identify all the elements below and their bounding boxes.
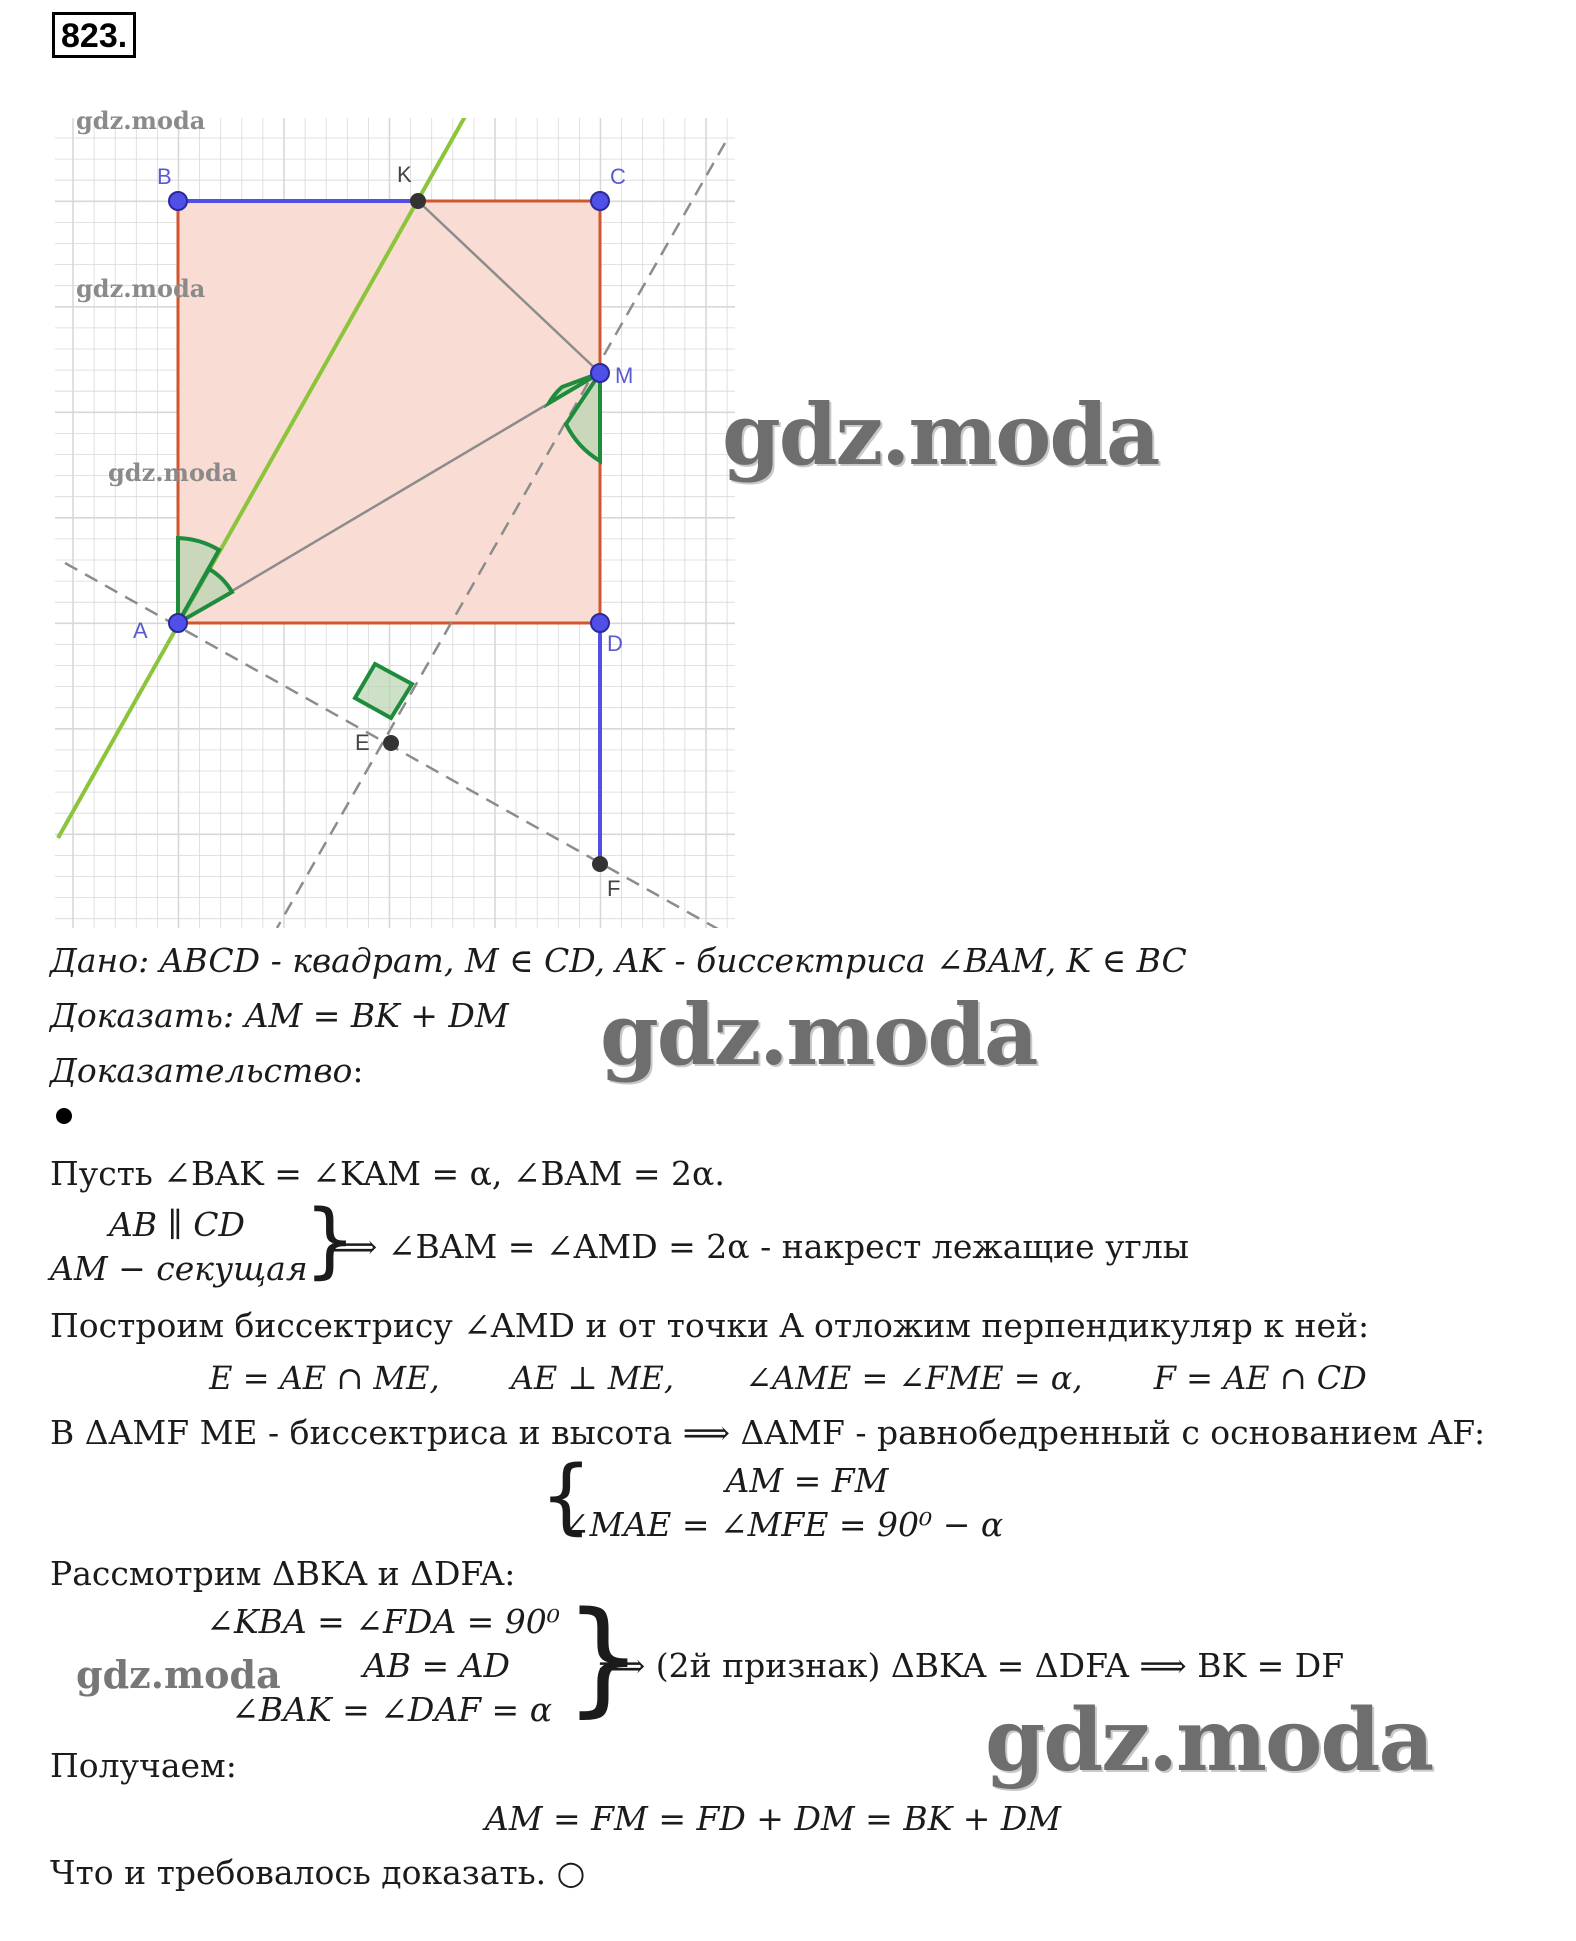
system-isosceles — [540, 1449, 1060, 1551]
label-d: D — [607, 631, 623, 656]
system-triangles — [50, 1586, 1450, 1736]
system-parallel — [50, 1193, 1250, 1295]
proof-colon: : — [352, 1051, 364, 1090]
bullet — [56, 1108, 72, 1124]
watermark-large-2: gdz.moda — [600, 985, 1037, 1084]
sys3-result: ⟹ (2й признак) ΔBKA = ΔDFA ⟹ BK = DF — [598, 1646, 1345, 1685]
sys2-a: AM = FM — [725, 1461, 889, 1500]
point-e — [383, 735, 399, 751]
right-brace-1: } — [304, 1193, 357, 1288]
system-triangles-conditions — [50, 1600, 560, 1732]
sys3-c: ∠BAK = ∠DAF = α — [231, 1690, 552, 1729]
point-f — [592, 856, 608, 872]
label-m: M — [615, 363, 634, 388]
sys3-a: ∠KBA = ∠FDA = 90⁰ — [206, 1602, 560, 1641]
proof-label: Доказательство — [50, 1051, 353, 1090]
point-a — [169, 614, 187, 632]
construct-formula: E = AE ∩ ME, AE ⊥ ME, ∠AME = ∠FME = α, F = AE ∩ CD — [209, 1359, 1367, 1397]
point-b — [169, 192, 187, 210]
problem-number: 823. — [52, 12, 136, 58]
watermark-large-1: gdz.moda — [722, 385, 1159, 484]
watermark-small-3: gdz.moda — [108, 458, 238, 487]
proof-heading — [50, 1050, 364, 1092]
prove-label: Доказать — [50, 996, 224, 1035]
label-a: A — [133, 618, 148, 643]
label-c: C — [610, 164, 626, 189]
isosceles-line: В ΔAMF ME - биссектриса и высота ⟹ ΔAMF - равнобедренный с основанием AF: — [50, 1413, 1486, 1452]
consider-line: Рассмотрим ΔBKA и ΔDFA: — [50, 1554, 516, 1593]
label-f: F — [607, 876, 621, 901]
watermark-large-3: gdz.moda — [985, 1690, 1433, 1791]
final-formula: AM = FM = FD + DM = BK + DM — [484, 1799, 1062, 1838]
left-brace-2: { — [540, 1449, 593, 1544]
sys1-a: AB ∥ CD — [108, 1205, 245, 1244]
label-e: E — [355, 730, 370, 755]
point-c — [591, 192, 609, 210]
sys1-result: ⟹ ∠BAM = ∠AMD = 2α - накрест лежащие углы — [330, 1227, 1190, 1266]
given-line — [50, 940, 1187, 982]
sys1-b: AM − секущая — [50, 1249, 308, 1288]
sys3-b: AB = AD — [362, 1646, 510, 1685]
prove-line — [50, 995, 509, 1037]
point-d — [591, 614, 609, 632]
point-m — [591, 364, 609, 382]
square-abcd — [178, 201, 600, 623]
geometry-figure — [55, 118, 735, 928]
watermark-small-4: gdz.moda — [76, 1652, 281, 1697]
given-body: : ABCD - квадрат, M ∈ CD, AK - биссектриса ∠BAM, K ∈ BC — [138, 941, 1187, 980]
system-isosceles-body — [562, 1459, 1042, 1547]
sys2-b: ∠MAE = ∠MFE = 90⁰ − α — [562, 1505, 1004, 1544]
let-line: Пусть ∠BAK = ∠KAM = α, ∠BAM = 2α. — [50, 1154, 725, 1193]
watermark-small-1: gdz.moda — [76, 106, 206, 135]
right-angle-mark-e — [355, 664, 412, 718]
given-label: Дано — [50, 941, 139, 980]
label-b: B — [157, 164, 172, 189]
watermark-small-2: gdz.moda — [76, 274, 206, 303]
prove-body: : AM = BK + DM — [223, 996, 509, 1035]
construct-line: Построим биссектрису ∠AMD и от точки A отложим перпендикуляр к ней: — [50, 1306, 1370, 1345]
obtain-line: Получаем: — [50, 1746, 237, 1785]
label-k: K — [397, 162, 412, 187]
qed-line: Что и требовалось доказать. ○ — [50, 1853, 586, 1892]
right-brace-3: } — [564, 1586, 643, 1730]
system-parallel-conditions — [50, 1203, 308, 1291]
point-k — [410, 193, 426, 209]
